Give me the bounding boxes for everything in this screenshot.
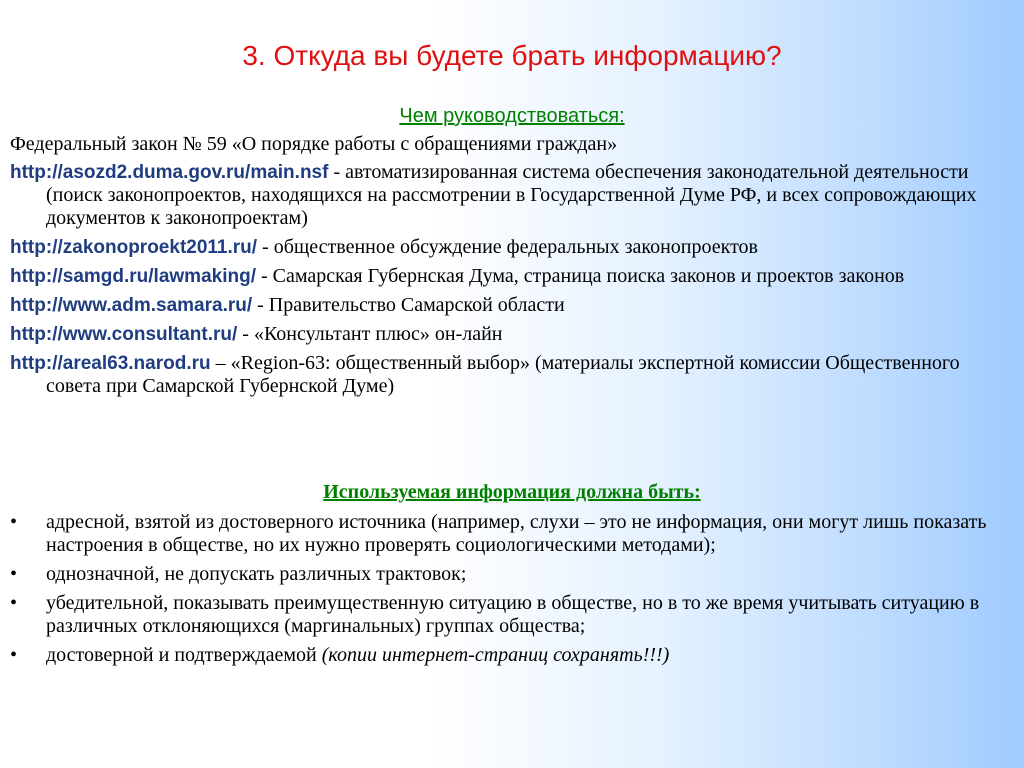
requirement-item [10,511,1000,557]
link-url[interactable]: http://samgd.ru/lawmaking/ [10,266,256,287]
requirement-item [10,592,1000,638]
requirements-title: Используемая информация должна быть: [323,481,701,503]
link-item [10,265,1010,288]
slide-title: 3. Откуда вы будете брать информацию? [242,40,782,71]
section-subtitle: Чем руководствоваться: [399,105,625,127]
link-url[interactable]: http://zakonoproekt2011.ru/ [10,237,258,258]
link-url[interactable]: http://asozd2.duma.gov.ru/main.nsf [10,162,329,183]
link-item [10,323,1010,346]
link-url[interactable]: http://www.consultant.ru/ [10,324,238,345]
requirement-text: достоверной и подтверждаемой [46,644,322,666]
requirement-text: однозначной, не допускать различных трактовок; [46,563,467,585]
bullet-icon: • [10,511,18,533]
requirement-item [10,563,1000,586]
law-item [10,133,1010,156]
link-item [10,161,1010,230]
link-url[interactable]: http://areal63.narod.ru [10,353,211,374]
requirement-item [10,644,1000,667]
reference-list [10,133,1010,404]
bullet-icon: • [10,592,18,614]
requirement-text: адресной, взятой из достоверного источника (например, слухи – это не информация, они могут лишь показать настроения в обществе, но их нужно проверять социологическими методами); [46,511,987,556]
link-item [10,236,1010,259]
requirement-note: (копии интернет-страниц сохранять!!!) [321,644,670,666]
link-description: – «Region-63: общественный выбор» (материалы экспертной комиссии Общественного совета при Самарской Губернской Думе) [46,352,960,397]
link-description: - автоматизированная система обеспечения законодательной деятельности (поиск законопроектов, находящихся на рассмотрении в Государственной Думе РФ, и всех сопровождающих документов к законопроектам) [46,161,977,229]
bullet-icon: • [10,563,18,585]
requirements-list [10,511,1000,673]
bullet-icon: • [10,644,18,666]
link-item [10,294,1010,317]
link-description: - «Консультант плюс» он-лайн [237,323,503,345]
link-url[interactable]: http://www.adm.samara.ru/ [10,295,253,316]
law-text: Федеральный закон № 59 «О порядке работы с обращениями граждан» [10,133,618,155]
link-description: - Правительство Самарской области [252,294,565,316]
link-item [10,352,1010,398]
link-description: - общественное обсуждение федеральных законопроектов [257,236,758,258]
requirement-text: убедительной, показывать преимущественную ситуацию в обществе, но в то же время учитывать ситуацию в различных отклоняющихся (маргинальных) группах общества; [46,592,980,637]
link-description: - Самарская Губернская Дума, страница поиска законов и проектов законов [255,265,905,287]
